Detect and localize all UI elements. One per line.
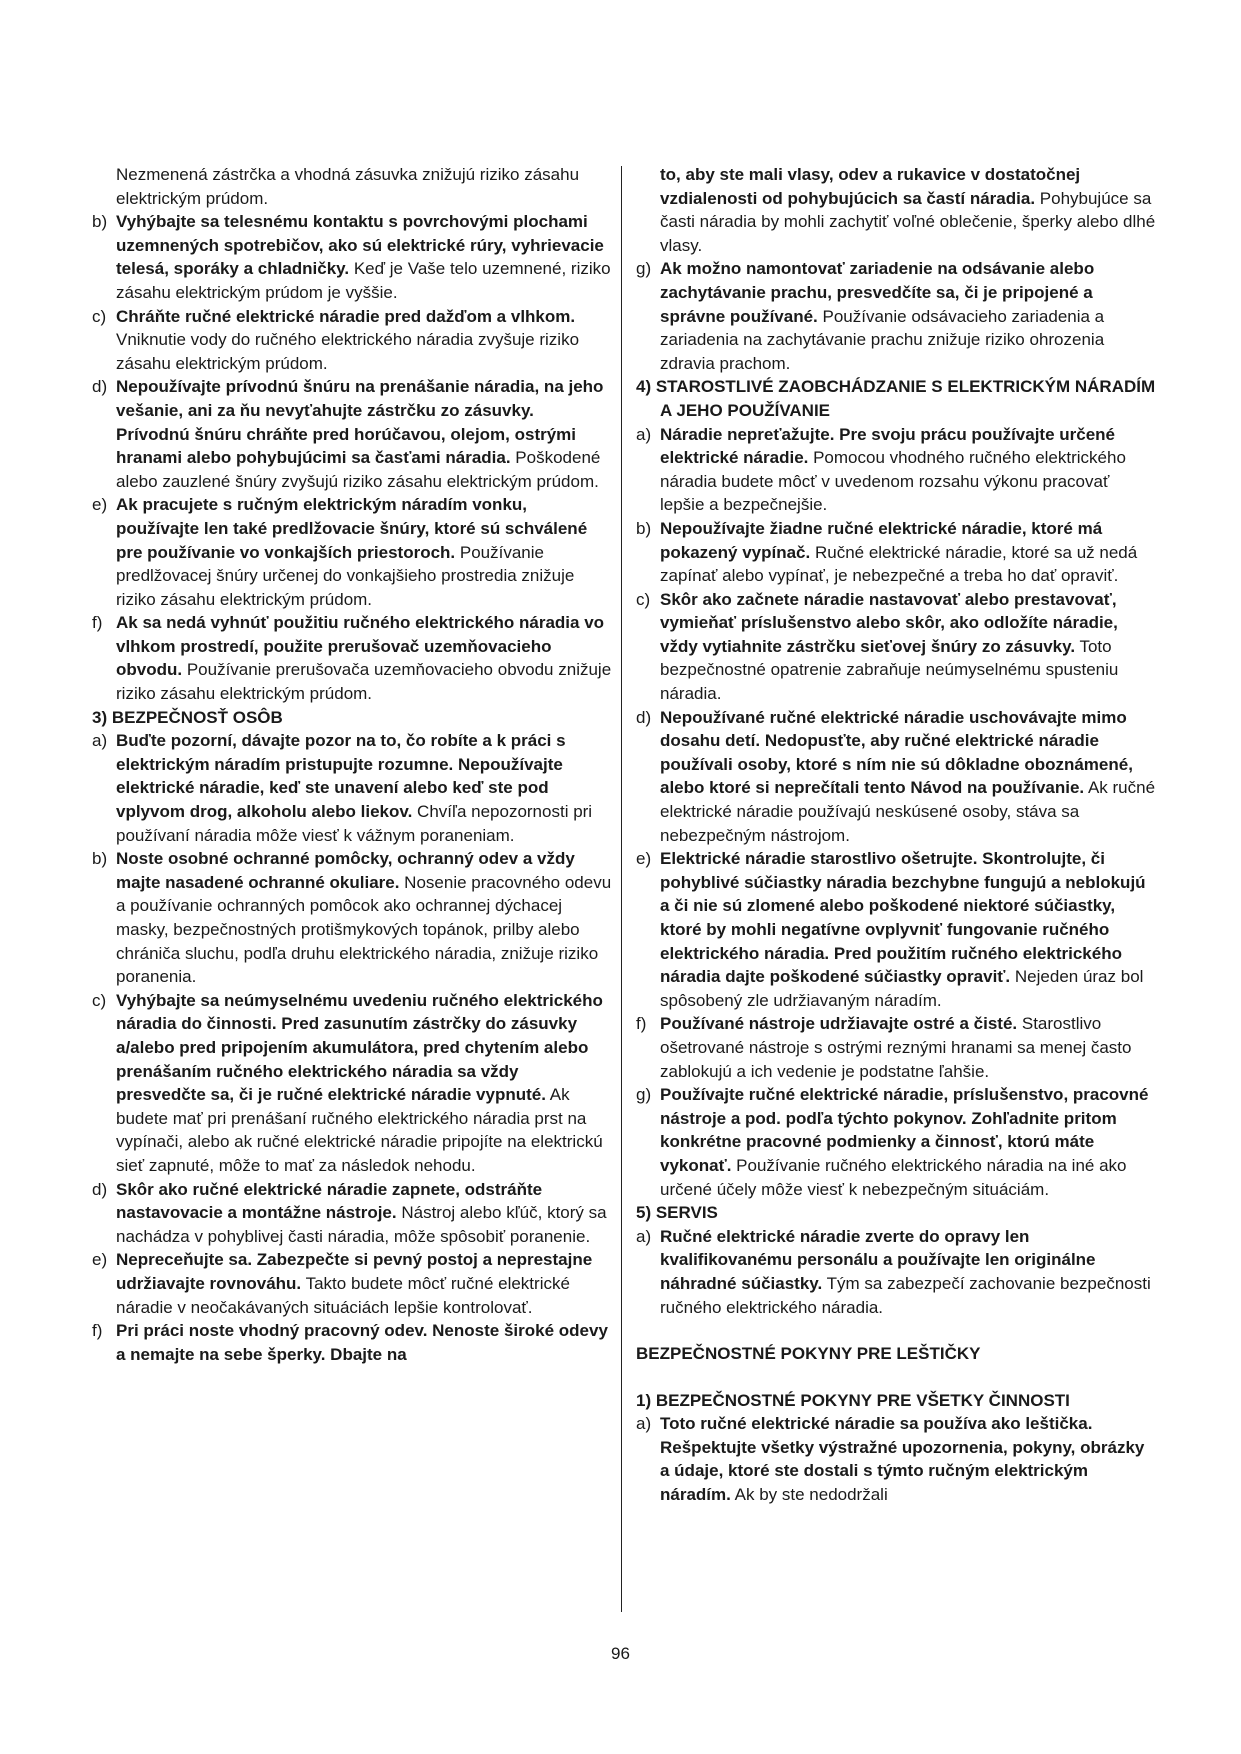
list-item: a) Náradie nepreťažujte. Pre svoju prácu používajte určené elektrické náradie. Pomocou vhodného ručného elektrického náradia budete môcť v uvedenom rozsahu výkonu pracovať lepšie a bezpečnejšie. <box>636 424 1126 515</box>
list-item: d) Nepoužívané ručné elektrické náradie uschovávajte mimo dosahu detí. Nedopusťte, aby ručné elektrické náradie používali osoby, ktoré s ním nie sú dôkladne oboznámené, alebo ktoré si neprečítali tento Návod na používanie. Ak ručné elektrické náradie používajú neskúsené osoby, stáva sa nebezpečným nástrojom. <box>636 707 1156 845</box>
page-number: 96 <box>611 1644 630 1663</box>
column-divider <box>621 166 622 1612</box>
spacer <box>636 1366 1156 1389</box>
list-item: g) Ak možno namontovať zariadenie na odsávanie alebo zachytávanie prachu, presvedčíte sa, či je pripojené a správne používané. Používanie odsávacieho zariadenia a zariadenia na zachytávanie prachu znižuje riziko ohrozenia zdravia prachom. <box>636 259 1105 373</box>
list-item: g) Používajte ručné elektrické náradie, príslušenstvo, pracovné nástroje a pod. podľa týchto pokynov. Zohľadnite pritom konkrétne pracovné podmienky a činnosť, ktorú máte vykonať. Používanie ručného elektrického náradia na iné ako určené účely môže viesť k nebezpečným situáciám. <box>636 1085 1149 1199</box>
list-item: a) Toto ručné elektrické náradie sa používa ako leštička. Rešpektujte všetky výstražné upozornenia, pokyny, obrázky a údaje, ktoré ste dostali s týmto ručným elektrickým náradím. Ak by ste nedodržali <box>636 1414 1145 1505</box>
list-item: e) Nepreceňujte sa. Zabezpečte si pevný postoj a neprestajne udržiavajte rovnováhu. Takto budete môcť ručné elektrické náradie v neočakávaných situáciách lepšie kontrolovať. <box>92 1250 593 1317</box>
list-item: a) Ručné elektrické náradie zverte do opravy len kvalifikovanému personálu a používajte len originálne náhradné súčiastky. Tým sa zabezpečí zachovanie bezpečnosti ručného elektrického náradia. <box>636 1226 1151 1317</box>
list-item: e) Elektrické náradie starostlivo ošetrujte. Skontrolujte, či pohyblivé súčiastky náradia bezchybne fungujú a neblokujú a či nie sú zlomené alebo poškodené niektoré súčiastky, ktoré by mohli negatívne ovplyvniť fungovanie ručného elektrického náradia. Pred použitím ručného elektrického náradia dajte poškodené súčiastky opraviť. Nejeden úraz bol spôsobený zle udržiavaným náradím. <box>636 849 1146 1010</box>
list-item: c) Skôr ako začnete náradie nastavovať alebo prestavovať, vymieňať príslušenstvo alebo skôr, ako odložíte náradie, vždy vytiahnite zástrčku sieťovej šnúry zo zásuvky. Toto bezpečnostné opatrenie zabraňuje neúmyselnému spusteniu náradia. <box>636 589 1119 704</box>
spacer <box>636 1319 1156 1342</box>
right-column <box>636 163 1156 1507</box>
section-heading: 3) BEZPEČNOSŤ OSÔB <box>92 707 283 727</box>
continuation-text: to, aby ste mali vlasy, odev a rukavice v dostatočnej vzdialenosti od pohybujúcich sa častí náradia. Pohybujúce sa časti náradia by mohli zachytiť voľné oblečenie, šperky alebo dlhé vlasy. <box>660 165 1156 255</box>
section-heading: 4) STAROSTLIVÉ ZAOBCHÁDZANIE S ELEKTRICKÝM NÁRADÍM A JEHO POUŽÍVANIE <box>636 377 1156 420</box>
list-item: f) Ak sa nedá vyhnúť použitiu ručného elektrického náradia vo vlhkom prostredí, použite prerušovač uzemňovacieho obvodu. Používanie prerušovača uzemňovacieho obvodu znižuje riziko zásahu elektrickým prúdom. <box>92 613 612 704</box>
list-item: a) Buďte pozorní, dávajte pozor na to, čo robíte a k práci s elektrickým náradím pristupujte rozumne. Nepoužívajte elektrické náradie, keď ste unavení alebo keď ste pod vplyvom drog, alkoholu alebo liekov. Chvíľa nepozornosti pri používaní náradia môže viesť k vážnym poraneniam. <box>92 731 593 845</box>
list-item: b) Noste osobné ochranné pomôcky, ochranný odev a vždy majte nasadené ochranné okuliare. Nosenie pracovného odevu a používanie ochranných pomôcok ako ochrannej dýchacej masky, bezpečnostných protišmykových topánok, prilby alebo chrániča sluchu, podľa druhu elektrického náradia, znižuje riziko poranenia. <box>92 849 612 987</box>
section-heading: 5) SERVIS <box>636 1203 718 1223</box>
section-heading: 1) BEZPEČNOSTNÉ POKYNY PRE VŠETKY ČINNOSTI <box>636 1390 1070 1410</box>
list-item: d) Skôr ako ručné elektrické náradie zapnete, odstráňte nastavovacie a montážne nástroje. Nástroj alebo kľúč, ktorý sa nachádza v pohyblivej časti náradia, môže spôsobiť poranenie. <box>92 1179 607 1246</box>
list-item: f) Pri práci noste vhodný pracovný odev. Nenoste široké odevy a nemajte na sebe šperky. Dbajte na <box>92 1321 608 1364</box>
intro-text: Nezmenená zástrčka a vhodná zásuvka znižujú riziko zásahu elektrickým prúdom. <box>116 165 580 208</box>
section-heading: BEZPEČNOSTNÉ POKYNY PRE LEŠTIČKY <box>636 1344 981 1364</box>
list-item: b) Nepoužívajte žiadne ručné elektrické náradie, ktoré má pokazený vypínač. Ručné elektrické náradie, ktoré sa už nedá zapínať alebo vypínať, je nebezpečné a treba ho dať opraviť. <box>636 518 1138 586</box>
list-item: c) Vyhýbajte sa neúmyselnému uvedeniu ručného elektrického náradia do činnosti. Pred zasunutím zástrčky do zásuvky a/alebo pred pripojením akumulátora, pred chytením alebo prenášaním ručného elektrického náradia sa vždy presvedčte sa, či je ručné elektrické náradie vypnuté. Ak budete mať pri prenášaní ručného elektrického náradia prst na vypínači, alebo ak ručné elektrické náradie pripojíte na elektrickú sieť zapnuté, môže to mať za následok nehodu. <box>92 990 603 1175</box>
list-item: f) Používané nástroje udržiavajte ostré a čisté. Starostlivo ošetrované nástroje s ostrými reznými hranami sa menej často zablokujú a ich vedenie je podstatne ľahšie. <box>636 1014 1132 1081</box>
left-column <box>92 163 612 1366</box>
list-item: c) Chráňte ručné elektrické náradie pred dažďom a vlhkom. Vniknutie vody do ručného elektrického náradia zvyšuje riziko zásahu elektrickým prúdom. <box>92 306 580 373</box>
list-item: e) Ak pracujete s ručným elektrickým náradím vonku, používajte len také predlžovacie šnúry, ktoré sú schválené pre používanie vo vonkajších priestoroch. Používanie predlžovacej šnúry určenej do vonkajšieho prostredia znižuje riziko zásahu elektrickým prúdom. <box>92 495 588 609</box>
list-item: b) Vyhýbajte sa telesnému kontaktu s povrchovými plochami uzemnených spotrebičov, ako sú elektrické rúry, vyhrievacie telesá, sporáky a chladničky. Keď je Vaše telo uzemnené, riziko zásahu elektrickým prúdom je vyššie. <box>92 212 611 302</box>
list-item: d) Nepoužívajte prívodnú šnúru na prenášanie náradia, na jeho vešanie, ani za ňu nevyťahujte zástrčku zo zásuvky. Prívodnú šnúru chráňte pred horúčavou, olejom, ostrými hranami alebo pohybujúcimi sa časťami náradia. Poškodené alebo zauzlené šnúry zvyšujú riziko zásahu elektrickým prúdom. <box>92 377 604 491</box>
